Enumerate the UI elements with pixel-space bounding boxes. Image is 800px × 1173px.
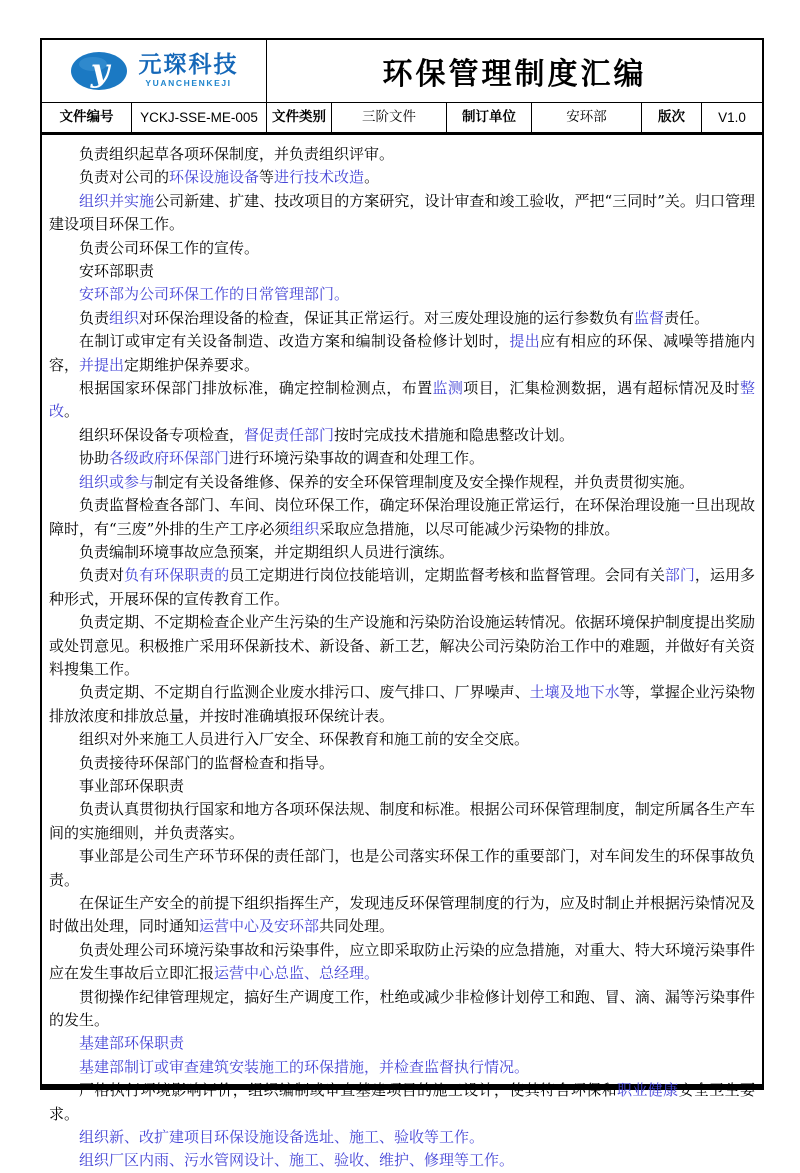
highlighted-text: 部门 (664, 566, 695, 585)
text-run: 安环部职责 (79, 262, 155, 281)
highlighted-text: 组织 (109, 308, 140, 327)
text-run: 负责对 (79, 566, 125, 585)
paragraph (49, 283, 755, 306)
paragraph (49, 166, 755, 189)
text-run: 负责定期、不定期检查企业产生污染的生产设施和污染防治设施运转情况。依据环境保护制度提出奖励或处罚意见。积极推广采用环保新技术、新设备、新工艺，解决公司污染防治工作中的难题，并做好有关资料搜集工作。 (49, 613, 755, 678)
highlighted-text: 督促责任部门 (244, 425, 335, 444)
paragraph (49, 190, 755, 237)
text-run: 在制订或审定有关设备制造、改造方案和编制设备检修计划时， (79, 332, 510, 351)
text-run: 对环保治理设备的检查，保证其正常运行。对三废处理设施的运行参数负有 (139, 308, 635, 327)
highlighted-text: 组织并实施 (79, 191, 155, 210)
text-run: 负责对公司的 (79, 168, 170, 187)
text-run: 安全卫生要求。 (49, 1081, 755, 1123)
text-run: 贯彻操作纪律管理规定，搞好生产调度工作，杜绝或减少非检修计划停工和跑、冒、滴、漏等污染事件的发生。 (49, 987, 755, 1030)
text-run: 应有相应的环保、减噪等措施内容， (49, 332, 755, 374)
paragraph (49, 681, 755, 728)
text-run: 等 (259, 168, 275, 187)
text-run: 负责认真贯彻执行国家和地方各项环保法规、制度和标准。根据公司环保管理制度，制定所属各生产车间的实施细则，并负责落实。 (49, 800, 755, 842)
paragraph (49, 1032, 755, 1055)
paragraph (49, 939, 755, 986)
highlighted-text: 职业健康 (617, 1081, 679, 1100)
paragraph (49, 752, 755, 775)
text-run: 事业部是公司生产环节环保的责任部门，也是公司落实环保工作的重要部门，对车间发生的环保事故负责。 (49, 847, 755, 889)
paragraph (49, 798, 755, 845)
text-run: 在保证生产安全的前提下组织指挥生产，发现违反环保管理制度的行为，应及时制止并根据污染情况及时做出处理，同时通知 (49, 894, 755, 936)
text-run: 。 (64, 402, 80, 421)
highlighted-text: 安环部为公司环保工作的日常管理部门。 (79, 285, 350, 304)
highlighted-text: 并提出 (79, 355, 125, 374)
paragraph (49, 424, 755, 447)
doc-unit-value: 安环部 (532, 103, 642, 132)
text-run: 共同处理。 (319, 917, 395, 936)
highlighted-text: 组织厂区内雨、污水管网设计、施工、验收、维护、修理等工作。 (79, 1151, 515, 1170)
paragraph (49, 143, 755, 166)
text-run: 进行环境污染事故的调查和处理工作。 (229, 449, 485, 468)
text-run: 负责组织起草各项环保制度，并负责组织评审。 (79, 145, 395, 163)
highlighted-text: 基建部环保职责 (79, 1034, 185, 1053)
header-row-top (42, 40, 762, 103)
title-cell (267, 40, 762, 102)
text-run: 等，掌握企业污染物排放浓度和排放总量，并按时准确填报环保统计表。 (49, 683, 755, 725)
highlighted-text: 土壤及地下水 (529, 683, 620, 702)
doc-number-label: 文件编号 (42, 103, 132, 132)
header-row-meta (42, 103, 762, 135)
paragraph (49, 1149, 755, 1172)
highlighted-text: 提出 (509, 332, 541, 351)
text-run: 采取应急措施，以尽可能减少污染物的排放。 (319, 519, 620, 538)
text-run: 责任。 (664, 308, 710, 327)
logo-text (139, 54, 239, 88)
paragraph (49, 1079, 755, 1126)
text-run: 按时完成技术措施和隐患整改计划。 (334, 425, 575, 444)
logo-swirl-icon (70, 50, 130, 92)
paragraph (49, 1056, 755, 1079)
paragraph (49, 237, 755, 260)
highlighted-text: 监测 (432, 379, 464, 398)
text-run: 根据国家环保部门排放标准，确定控制检测点，布置 (79, 379, 433, 398)
text-run: 负责公司环保工作的宣传。 (79, 238, 260, 257)
text-run: 负责监督检查各部门、车间、岗位环保工作，确定环保治理设施正常运行，在环保治理设施一旦出现故障时，有“三废”外排的生产工序必须 (49, 496, 755, 538)
paragraph (49, 541, 755, 564)
paragraph (49, 728, 755, 751)
doc-unit-label: 制订单位 (447, 103, 532, 132)
text-run: 员工定期进行岗位技能培训，定期监督考核和监督管理。会同有关 (229, 566, 665, 585)
company-name-latin: YUANCHENKEJI (145, 78, 232, 89)
highlighted-text: 运营中心总监、总经理。 (214, 964, 380, 983)
highlighted-text: 组织或参与 (79, 472, 155, 491)
doc-number-value: YCKJ-SSE-ME-005 (132, 103, 267, 132)
highlighted-text: 监督 (634, 308, 665, 327)
text-run: 严格执行环境影响评价，组织编制或审查基建项目的施工设计，使其符合环保和 (79, 1081, 617, 1100)
text-run: 项目，汇集检测数据，遇有超标情况及时 (463, 379, 740, 398)
text-run: 组织环保设备专项检查， (79, 425, 245, 444)
text-run: 定期维护保养要求。 (124, 355, 260, 374)
paragraph (49, 892, 755, 939)
paragraph (49, 845, 755, 892)
paragraph (49, 986, 755, 1033)
highlighted-text: 组织新、改扩建项目环保设施设备选址、施工、验收等工作。 (79, 1128, 485, 1147)
highlighted-text: 基建部制订或审查建筑安装施工的环保措施，并检查监督执行情况。 (79, 1057, 530, 1076)
company-logo (42, 40, 267, 102)
highlighted-text: 各级政府环保部门 (109, 449, 230, 468)
paragraph (49, 260, 755, 283)
company-name: 元琛科技 (138, 52, 239, 79)
paragraph (49, 564, 755, 611)
text-run: 事业部环保职责 (79, 776, 185, 795)
text-run: 。 (364, 168, 380, 187)
doc-category-label: 文件类别 (267, 103, 332, 132)
doc-version-label: 版次 (642, 103, 702, 132)
doc-version-value: V1.0 (718, 110, 746, 125)
text-run: 制定有关设备维修、保养的安全环保管理制度及安全操作规程，并负责贯彻实施。 (154, 472, 695, 491)
highlighted-text: 进行技术改造 (274, 168, 365, 187)
paragraph (49, 307, 755, 330)
page-title: 环保管理制度汇编 (382, 57, 647, 92)
text-run: 负责 (79, 308, 110, 327)
text-run: 组织对外来施工人员进行入厂安全、环保教育和施工前的安全交底。 (79, 730, 530, 749)
text-run: 负责编制环境事故应急预案，并定期组织人员进行演练。 (79, 542, 455, 561)
highlighted-text: 环保设施设备 (169, 168, 260, 187)
text-run: 负责接待环保部门的监督检查和指导。 (79, 753, 335, 772)
paragraph (49, 494, 755, 541)
text-run: 负责定期、不定期自行监测企业废水排污口、废气排口、厂界噪声、 (79, 683, 530, 702)
paragraph (49, 1126, 755, 1149)
document-body (42, 135, 762, 1173)
highlighted-text: 组织 (289, 519, 320, 538)
text-run: ，运用多种形式，开展环保的宣传教育工作。 (49, 566, 755, 608)
text-run: 公司新建、扩建、技改项目的方案研究，设计审查和竣工验收，严把“三同时”关。归口管理建设项目环保工作。 (49, 191, 755, 234)
doc-category-value: 三阶文件 (332, 103, 447, 132)
text-run: 协助 (79, 449, 110, 468)
paragraph (49, 471, 755, 494)
text-run: 负责处理公司环境污染事故和污染事件，应立即采取防止污染的应急措施，对重大、特大环境污染事件应在发生事故后立即汇报 (49, 940, 755, 983)
highlighted-text: 负有环保职责的 (124, 566, 230, 585)
paragraph (49, 611, 755, 681)
paragraph (49, 775, 755, 798)
highlighted-text: 整改 (49, 379, 755, 421)
highlighted-text: 运营中心及安环部 (199, 917, 320, 936)
paragraph (49, 447, 755, 470)
paragraph (49, 377, 755, 424)
paragraph (49, 330, 755, 377)
document-frame (40, 38, 764, 1170)
svg-text:y: y (90, 51, 109, 89)
